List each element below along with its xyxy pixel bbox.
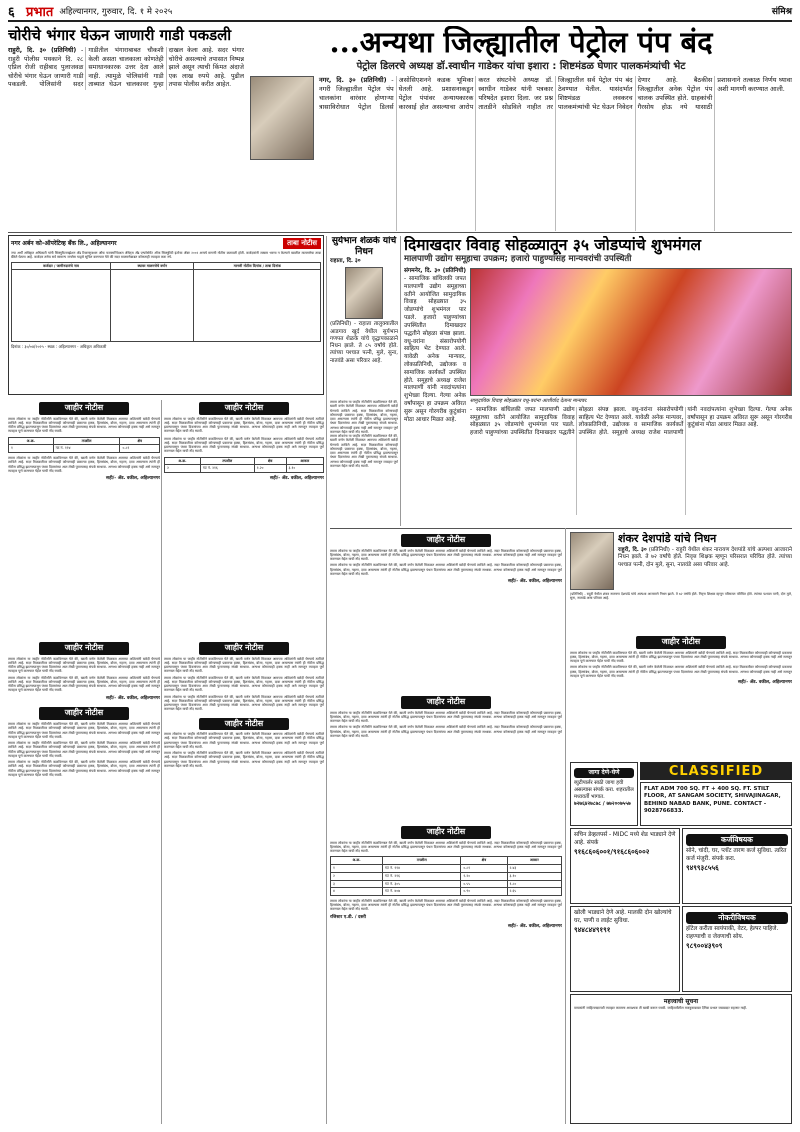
- cls-estate-phone: ९४९९३८५५६: [686, 863, 719, 872]
- cls-lease-phone: ९१६८६०६००१/९१६८६०६००२: [574, 847, 650, 856]
- obit-left: [330, 236, 398, 396]
- notice-left-3: [8, 640, 160, 1124]
- auction-th: आकार: [286, 457, 324, 465]
- auction-cell: गट नं. २१६: [383, 872, 461, 880]
- auction-cell: ४: [331, 888, 383, 896]
- auction-cell: १: [9, 445, 54, 453]
- notice-left-6-body-2: तमाम लोकांना या जाहीर नोटीसीने कळविण्यात येते की, खाली वर्णन केलेली मिळकत आमच्या अशिलांनी खरेदी घेण्याचे ठरविले आहे. सदर मिळकतीवर कोणाचाही कोणत्याही प्रकारचा हक्क, हितसंबंध, बोजा, गहाण, दावा असल्यास त्यांनी ही नोटीस प्रसिद्ध झाल्यापासून पंधरा दिवसांच्या आत लेखी पुराव्यासह संपर्क साधावा. अन्यथा कोणाचाही हक्क नाही असे समजून व्यवहार पूर्ण करण्यात येईल याची नोंद घ्यावी.: [164, 751, 324, 768]
- notice-left-6-body: तमाम लोकांना या जाहीर नोटीसीने कळविण्यात येते की, खाली वर्णन केलेली मिळकत आमच्या अशिलांनी खरेदी घेण्याचे ठरविले आहे. सदर मिळकतीवर कोणाचाही कोणत्याही प्रकारचा हक्क, हितसंबंध, बोजा, गहाण, दावा असल्यास त्यांनी ही नोटीस प्रसिद्ध झाल्यापासून पंधरा दिवसांच्या आत लेखी पुराव्यासह संपर्क साधावा. अन्यथा कोणाचाही हक्क नाही असे समजून व्यवहार पूर्ण करण्यात येईल याची नोंद घ्यावी.: [164, 732, 324, 749]
- auction-th-3: क्षेत्र: [120, 437, 160, 445]
- notice-center-3-body-2: तमाम लोकांना या जाहीर नोटीसीने कळविण्यात येते की, खाली वर्णन केलेली मिळकत आमच्या अशिलांनी खरेदी घेण्याचे ठरविले आहे. सदर मिळकतीवर कोणाचाही कोणत्याही प्रकारचा हक्क, हितसंबंध, बोजा, गहाण, दावा असल्यास त्यांनी ही नोटीस प्रसिद्ध झाल्यापासून पंधरा दिवसांच्या आत लेखी पुराव्यासह संपर्क साधावा. अन्यथा कोणाचाही हक्क नाही असे समजून व्यवहार पूर्ण करण्यात येईल याची नोंद घ्यावी.: [330, 898, 562, 912]
- story-petrol-subhead: पेट्रोल डिलरचे अध्यक्ष डॉ.स्वाधीन गाडेकर यांचा इशारा : शिष्टमंडळ घेणार पालकमंत्र्यांची भेट: [356, 61, 686, 72]
- notice-left-4-body-2: तमाम लोकांना या जाहीर नोटीसीने कळविण्यात येते की, खाली वर्णन केलेली मिळकत आमच्या अशिलांनी खरेदी घेण्याचे ठरविले आहे. सदर मिळकतीवर कोणाचाही कोणत्याही प्रकारचा हक्क, हितसंबंध, बोजा, गहाण, दावा असल्यास त्यांनी ही नोटीस प्रसिद्ध झाल्यापासून पंधरा दिवसांच्या आत लेखी पुराव्यासह संपर्क साधावा. अन्यथा कोणाचाही हक्क नाही असे समजून व्यवहार पूर्ण करण्यात येईल याची नोंद घ्यावी.: [8, 741, 160, 758]
- notice-left-1-sign: सही/- ॲड. वकील, अहिल्यानगर: [106, 476, 160, 482]
- cls-job-title: नोकरीविषयक: [686, 912, 788, 924]
- notice-left-4-title: जाहीर नोटीस: [39, 707, 129, 720]
- auction-cell: गट नं. २१६: [200, 465, 254, 473]
- story-petrol-body: - नगरी जिल्ह्यातील पेट्रोल पंप चालकांना वारंवार होणाऱ्या त्रासाविरोधात पेट्रोल डिलर्स असोसिएशनने कडक भूमिका घेतली आहे. प्रशासनाकडून पेट्रोल पंपांवर अन्यायकारक कारवाई होत असल्याचा आरोप करत संघटनेचे अध्यक्ष डॉ. स्वाधीन गाडेकर यांनी पत्रकार परिषदेत इशारा दिला. जर प्रश्न तातडीने सोडविले नाहीत तर जिल्ह्यातील सर्व पेट्रोल पंप बंद ठेवण्यात येतील. यासंदर्भात शिष्टमंडळ लवकरच पालकमंत्र्यांची भेट घेऊन निवेदन देणार आहे. बैठकीस जिल्ह्यातील अनेक पेट्रोल पंप चालक उपस्थित होते. ग्राहकांची गैरसोय होऊ नये यासाठी प्रशासनाने तत्काळ निर्णय घ्यावा अशी मागणी करण्यात आली.: [319, 76, 792, 112]
- notice-right-1: [570, 634, 792, 758]
- auction-cell: २.६५: [507, 888, 561, 896]
- notice-left-2-title: जाहीर नोटीस: [199, 402, 289, 415]
- auction-th: क्षेत्र: [461, 857, 507, 865]
- cls-job-ad: [682, 906, 792, 992]
- story-wedding-body: - सामाजिक बांधिलकी जपत मालपाणी उद्योग समूहाच्या वतीने आयोजित सामुदायिक विवाह सोहळ्यात ३५ जोडप्यांचे शुभमंगल पार पडले. हजारो पाहुण्यांच्या उपस्थितीत दिमाखदार पद्धतीने सोहळा संपन्न झाला. वधू-वरांना संसारोपयोगी साहित्य भेट देण्यात आले. यावेळी अनेक मान्यवर, लोकप्रतिनिधी, उद्योजक व सामाजिक कार्यकर्ते उपस्थित होते. समूहाचे अध्यक्ष राजेश मालपाणी यांनी नवदांपत्यांना शुभेच्छा दिल्या. गेल्या अनेक वर्षांपासून हा उपक्रम अविरत सुरू असून गोरगरीब कुटुंबांना मोठा आधार मिळत आहे.: [404, 276, 466, 423]
- notice-center-2-body-2: तमाम लोकांना या जाहीर नोटीसीने कळविण्यात येते की, खाली वर्णन केलेली मिळकत आमच्या अशिलांनी खरेदी घेण्याचे ठरविले आहे. सदर मिळकतीवर कोणाचाही कोणत्याही प्रकारचा हक्क, हितसंबंध, बोजा, गहाण, दावा असल्यास त्यांनी ही नोटीस प्रसिद्ध झाल्यापासून पंधरा दिवसांच्या आत लेखी पुराव्यासह संपर्क साधावा. अन्यथा कोणाचाही हक्क नाही असे समजून व्यवहार पूर्ण करण्यात येईल याची नोंद घ्यावी.: [330, 725, 562, 738]
- notice-bank-col-b: स्थावर मालमत्तेचे वर्णन: [110, 262, 194, 270]
- auction-th: तपशील: [383, 857, 461, 865]
- notice-left-1-body-2: तमाम लोकांना या जाहीर नोटीसीने कळविण्यात येते की, खाली वर्णन केलेली मिळकत आमच्या अशिलांनी खरेदी घेण्याचे ठरविले आहे. सदर मिळकतीवर कोणाचाही कोणत्याही प्रकारचा हक्क, हितसंबंध, बोजा, गहाण, दावा असल्यास त्यांनी ही नोटीस प्रसिद्ध झाल्यापासून पंधरा दिवसांच्या आत लेखी पुराव्यासह संपर्क साधावा. अन्यथा कोणाचाही हक्क नाही असे समजून व्यवहार पूर्ण करण्यात येईल याची नोंद घ्यावी.: [8, 456, 160, 473]
- story-truck: [8, 26, 244, 226]
- petrol-photo: [250, 76, 314, 160]
- cls-land-ad: [570, 762, 638, 826]
- notice-left-1-body: तमाम लोकांना या जाहीर नोटीसीने कळविण्यात येते की, खाली वर्णन केलेली मिळकत आमच्या अशिलांनी खरेदी घेण्याचे ठरविले आहे. सदर मिळकतीवर कोणाचाही कोणत्याही प्रकारचा हक्क, हितसंबंध, बोजा, गहाण, दावा असल्यास त्यांनी ही नोटीस प्रसिद्ध झाल्यापासून पंधरा दिवसांच्या आत लेखी पुराव्यासह संपर्क साधावा. अन्यथा कोणाचाही हक्क नाही असे समजून व्यवहार पूर्ण करण्यात येईल याची नोंद घ्यावी.: [8, 416, 160, 434]
- notice-left-3-body: तमाम लोकांना या जाहीर नोटीसीने कळविण्यात येते की, खाली वर्णन केलेली मिळकत आमच्या अशिलांनी खरेदी घेण्याचे ठरविले आहे. सदर मिळकतीवर कोणाचाही कोणत्याही प्रकारचा हक्क, हितसंबंध, बोजा, गहाण, दावा असल्यास त्यांनी ही नोटीस प्रसिद्ध झाल्यापासून पंधरा दिवसांच्या आत लेखी पुराव्यासह संपर्क साधावा. अन्यथा कोणाचाही हक्क नाही असे समजून व्यवहार पूर्ण करण्यात येईल याची नोंद घ्यावी.: [8, 656, 160, 674]
- classified-disclaimer-body: वाचकांनी जाहिरातदारांशी व्यवहार करताना आवश्यक ती खात्री करून घ्यावी. जाहिरातीतील मजकुराबाबत दैनिक प्रभात जबाबदार राहणार नाही.: [574, 1005, 748, 1010]
- auction-th-2: तपशील: [53, 437, 120, 445]
- obit-left-headline: सुर्यभान शेळके यांचे निधन: [331, 236, 397, 257]
- auction-cell: गट नं. ३०५: [383, 880, 461, 888]
- notice-left-5: [164, 640, 324, 1124]
- notice-bank-org: नगर अर्बन को-ऑपरेटिव्ह बँक लि., अहिल्यानगर: [11, 239, 117, 247]
- notice-right-1-body: तमाम लोकांना या जाहीर नोटीसीने कळविण्यात येते की, खाली वर्णन केलेली मिळकत आमच्या अशिलांनी खरेदी घेण्याचे ठरविले आहे. सदर मिळकतीवर कोणाचाही कोणत्याही प्रकारचा हक्क, हितसंबंध, बोजा, गहाण, दावा असल्यास त्यांनी ही नोटीस प्रसिद्ध झाल्यापासून पंधरा दिवसांच्या आत लेखी पुराव्यासह संपर्क साधावा. अन्यथा कोणाचाही हक्क नाही असे समजून व्यवहार पूर्ण करण्यात येईल याची नोंद घ्यावी.: [570, 650, 792, 664]
- cls-land-phone: ७२७६४२७८७८ / ७७२००७५५७: [574, 801, 631, 808]
- classified-disclaimer: [570, 994, 792, 1124]
- notice-center-1-title: जाहीर नोटीस: [401, 534, 491, 547]
- cls-flat-ad: [640, 782, 792, 826]
- notice-center-1-sign: सही/- ॲड. वकील, अहिल्यानगर: [508, 579, 562, 585]
- auction-cell: ३.१०: [286, 465, 324, 473]
- auction-cell: गट नं. ११४: [383, 865, 461, 873]
- wedding-photo: [470, 268, 792, 396]
- notice-left-5-body-3: तमाम लोकांना या जाहीर नोटीसीने कळविण्यात येते की, खाली वर्णन केलेली मिळकत आमच्या अशिलांनी खरेदी घेण्याचे ठरविले आहे. सदर मिळकतीवर कोणाचाही कोणत्याही प्रकारचा हक्क, हितसंबंध, बोजा, गहाण, दावा असल्यास त्यांनी ही नोटीस प्रसिद्ध झाल्यापासून पंधरा दिवसांच्या आत लेखी पुराव्यासह संपर्क साधावा. अन्यथा कोणाचाही हक्क नाही असे समजून व्यवहार पूर्ण करण्यात येईल याची नोंद घ्यावी.: [164, 694, 324, 712]
- notice-bank-col-c: मागणी नोटीस दिनांक / ताबा दिनांक: [194, 262, 321, 270]
- notice-right-1-title: जाहीर नोटीस: [636, 636, 726, 649]
- notice-center-1-body-2: तमाम लोकांना या जाहीर नोटीसीने कळविण्यात येते की, खाली वर्णन केलेली मिळकत आमच्या अशिलांनी खरेदी घेण्याचे ठरविले आहे. सदर मिळकतीवर कोणाचाही कोणत्याही प्रकारचा हक्क, हितसंबंध, बोजा, गहाण, दावा असल्यास त्यांनी ही नोटीस प्रसिद्ध झाल्यापासून पंधरा दिवसांच्या आत लेखी पुराव्यासह संपर्क साधावा. अन्यथा कोणाचाही हक्क नाही असे समजून व्यवहार पूर्ण करण्यात येईल याची नोंद घ्यावी.: [330, 563, 562, 576]
- auction-cell: १: [331, 865, 383, 873]
- notice-mid-1: [330, 400, 398, 524]
- auction-th: अ.क्र.: [165, 457, 201, 465]
- notice-left-3-body-2: तमाम लोकांना या जाहीर नोटीसीने कळविण्यात येते की, खाली वर्णन केलेली मिळकत आमच्या अशिलांनी खरेदी घेण्याचे ठरविले आहे. सदर मिळकतीवर कोणाचाही कोणत्याही प्रकारचा हक्क, हितसंबंध, बोजा, गहाण, दावा असल्यास त्यांनी ही नोटीस प्रसिद्ध झाल्यापासून पंधरा दिवसांच्या आत लेखी पुराव्यासह संपर्क साधावा. अन्यथा कोणाचाही हक्क नाही असे समजून व्यवहार पूर्ण करण्यात येईल याची नोंद घ्यावी.: [8, 675, 160, 693]
- story-truck-body: - राहुरी पोलीस पथकाने दि. २८ एप्रिल रोजी राहीबाद पुलाजवळ चोरीचे भंगार घेऊन जाणारी गाडी पकडली. पोलिसांनी सदर गाडीतील भंगाराबाबत चौकशी केली असता चालकाला कोणतेही समाधानकारक उत्तर देता आले नाही. त्यामुळे पोलिसांनी गाडी ताब्यात घेऊन चालकावर गुन्हा दाखल केला आहे. सदर भंगार चोरीचे असल्याचे तपासात निष्पन्न झाले असून त्याची किंमत अंदाजे एक लाख रुपये आहे. पुढील तपास पोलीस करीत आहेत.: [8, 47, 244, 88]
- notice-left-6-title: जाहीर नोटीस: [199, 718, 289, 731]
- auction-cell: २: [331, 872, 383, 880]
- obit-left-dateline: राहाता, दि. ३०: [330, 258, 361, 264]
- cls-lease-body: सचिन डेव्हलपर्स - MIDC मध्ये शेड भाड्याने देणे आहे. संपर्क: [574, 832, 676, 846]
- auction-table: [330, 856, 562, 896]
- notice-center-2-body: तमाम लोकांना या जाहीर नोटीसीने कळविण्यात येते की, खाली वर्णन केलेली मिळकत आमच्या अशिलांनी खरेदी घेण्याचे ठरविले आहे. सदर मिळकतीवर कोणाचाही कोणत्याही प्रकारचा हक्क, हितसंबंध, बोजा, गहाण, दावा असल्यास त्यांनी ही नोटीस प्रसिद्ध झाल्यापासून पंधरा दिवसांच्या आत लेखी पुराव्यासह संपर्क साधावा. अन्यथा कोणाचाही हक्क नाही असे समजून व्यवहार पूर्ण करण्यात येईल याची नोंद घ्यावी.: [330, 710, 562, 724]
- story-wedding-headline: दिमाखदार विवाह सोहळ्यातून ३५ जोडप्यांचे शुभमंगल: [404, 236, 701, 254]
- notice-left-1-title: जाहीर नोटीस: [39, 402, 129, 415]
- notice-left-2-body: तमाम लोकांना या जाहीर नोटीसीने कळविण्यात येते की, खाली वर्णन केलेली मिळकत आमच्या अशिलांनी खरेदी घेण्याचे ठरविले आहे. सदर मिळकतीवर कोणाचाही कोणत्याही प्रकारचा हक्क, हितसंबंध, बोजा, गहाण, दावा असल्यास त्यांनी ही नोटीस प्रसिद्ध झाल्यापासून पंधरा दिवसांच्या आत लेखी पुराव्यासह संपर्क साधावा. अन्यथा कोणाचाही हक्क नाही असे समजून व्यवहार पूर्ण करण्यात येईल याची नोंद घ्यावी.: [164, 416, 324, 434]
- story-truck-headline: चोरीचे भंगार घेऊन जाणारी गाडी पकडली: [8, 26, 232, 44]
- notice-center-1: [330, 532, 562, 692]
- story-wedding-body-cont: - सामाजिक बांधिलकी जपत मालपाणी उद्योग समूहाच्या वतीने आयोजित सामुदायिक विवाह सोहळ्यात ३५ जोडप्यांचे शुभमंगल पार पडले. हजारो पाहुण्यांच्या उपस्थितीत दिमाखदार पद्धतीने सोहळा संपन्न झाला. वधू-वरांना संसारोपयोगी साहित्य भेट देण्यात आले. यावेळी अनेक मान्यवर, लोकप्रतिनिधी, उद्योजक व सामाजिक कार्यकर्ते उपस्थित होते. समूहाचे अध्यक्ष राजेश मालपाणी यांनी नवदांपत्यांना शुभेच्छा दिल्या. गेल्या अनेक वर्षांपासून हा उपक्रम अविरत सुरू असून गोरगरीब कुटुंबांना मोठा आधार मिळत आहे.: [470, 406, 792, 437]
- notice-left-1: [8, 400, 160, 636]
- cls-estate-body: सोने, चांदी, घर, प्लॉट तारण कर्ज सुविधा. त्वरित कर्ज मंजुरी. संपर्क करा.: [686, 848, 787, 862]
- notice-bank-footer: दिनांक : ३०/०४/२०२५ · स्थळ : अहिल्यानगर · अधिकृत अधिकारी: [11, 344, 107, 350]
- auction-cell: गट नं. ४०७: [383, 888, 461, 896]
- section-label: संमिश्र: [771, 7, 792, 18]
- auction-cell: १.२०: [461, 872, 507, 880]
- classified-heading: CLASSIFIED: [640, 762, 792, 780]
- auction-cell: २.४३: [507, 865, 561, 873]
- notice-left-3-sign: सही/- ॲड. वकील, अहिल्यानगर: [106, 695, 160, 701]
- obit-right-headline: शंकर देशपांडे यांचे निधन: [618, 532, 717, 545]
- brand-logo: प्रभात: [26, 5, 54, 21]
- notice-bank-possession: [8, 235, 324, 395]
- notice-mid-1-body-2: तमाम लोकांना या जाहीर नोटीसीने कळविण्यात येते की, खाली वर्णन केलेली मिळकत आमच्या अशिलांनी खरेदी घेण्याचे ठरविले आहे. सदर मिळकतीवर कोणाचाही कोणत्याही प्रकारचा हक्क, हितसंबंध, बोजा, गहाण, दावा असल्यास त्यांनी ही नोटीस प्रसिद्ध झाल्यापासून पंधरा दिवसांच्या आत लेखी पुराव्यासह संपर्क साधावा. अन्यथा कोणाचाही हक्क नाही असे समजून व्यवहार पूर्ण करण्यात येईल याची नोंद घ्यावी.: [330, 434, 398, 468]
- classified-header: [640, 762, 792, 780]
- cls-rent-body: खोली भाड्याने देणे आहे. मालकी दोन खोल्यांचे घर, पाणी व लाईट सुविधा.: [574, 910, 672, 924]
- story-petrol: [250, 26, 792, 231]
- auction-cell: गट नं. ११४: [53, 445, 120, 453]
- notice-bank-col-a: कर्जदार / जामीनदारांचे नाव: [12, 262, 111, 270]
- story-truck-dateline: राहुरी, दि. ३० (प्रतिनिधी): [8, 47, 77, 54]
- cls-estate-title: कर्जविषयक: [686, 834, 788, 846]
- notice-mid-1-body: तमाम लोकांना या जाहीर नोटीसीने कळविण्यात येते की, खाली वर्णन केलेली मिळकत आमच्या अशिलांनी खरेदी घेण्याचे ठरविले आहे. सदर मिळकतीवर कोणाचाही कोणत्याही प्रकारचा हक्क, हितसंबंध, बोजा, गहाण, दावा असल्यास त्यांनी ही नोटीस प्रसिद्ध झाल्यापासून पंधरा दिवसांच्या आत लेखी पुराव्यासह संपर्क साधावा. अन्यथा कोणाचाही हक्क नाही असे समजून व्यवहार पूर्ण करण्यात येईल याची नोंद घ्यावी.: [330, 400, 398, 434]
- notice-bank-body: ज्या अर्थी अधिकृत अधिकारी यांनी सिक्युरिटायझेशन अँड रिकन्स्ट्रक्शन ऑफ फायनान्शिअल ॲसेट्स अँड एन्फोर्समेंट ऑफ सिक्युरिटी इंटरेस्ट ॲक्ट २००२ अन्वये मागणी नोटीस बजावली होती. कर्जदारांनी रक्कम भरणा न केल्याने खालील मालमत्तेचा ताबा बँकेने घेतला आहे. कर्जदार तसेच सर्व सामान्य जनतेस याद्वारे सूचित करण्यात येते की सदर मालमत्तेबाबत कोणताही व्यवहार करू नये.: [11, 251, 321, 260]
- notice-center-3-sign: सही/- ॲड. वकील, अहिल्यानगर: [508, 923, 562, 929]
- notice-right-1-sign: सही/- ॲड. वकील, अहिल्यानगर: [738, 680, 792, 686]
- notice-center-3-title: जाहीर नोटीस: [401, 826, 491, 839]
- obit-left-photo: [345, 267, 383, 319]
- auction-th-1: अ.क्र.: [9, 437, 54, 445]
- notice-right-1-body-2: तमाम लोकांना या जाहीर नोटीसीने कळविण्यात येते की, खाली वर्णन केलेली मिळकत आमच्या अशिलांनी खरेदी घेण्याचे ठरविले आहे. सदर मिळकतीवर कोणाचाही कोणत्याही प्रकारचा हक्क, हितसंबंध, बोजा, गहाण, दावा असल्यास त्यांनी ही नोटीस प्रसिद्ध झाल्यापासून पंधरा दिवसांच्या आत लेखी पुराव्यासह संपर्क साधावा. अन्यथा कोणाचाही हक्क नाही असे समजून व्यवहार पूर्ण करण्यात येईल याची नोंद घ्यावी.: [570, 665, 792, 678]
- auction-cell: ३.१०: [507, 872, 561, 880]
- notice-left-5-body-2: तमाम लोकांना या जाहीर नोटीसीने कळविण्यात येते की, खाली वर्णन केलेली मिळकत आमच्या अशिलांनी खरेदी घेण्याचे ठरविले आहे. सदर मिळकतीवर कोणाचाही कोणत्याही प्रकारचा हक्क, हितसंबंध, बोजा, गहाण, दावा असल्यास त्यांनी ही नोटीस प्रसिद्ध झाल्यापासून पंधरा दिवसांच्या आत लेखी पुराव्यासह संपर्क साधावा. अन्यथा कोणाचाही हक्क नाही असे समजून व्यवहार पूर्ण करण्यात येईल याची नोंद घ्यावी.: [164, 675, 324, 693]
- story-wedding: [404, 236, 792, 526]
- notice-left-4-body: तमाम लोकांना या जाहीर नोटीसीने कळविण्यात येते की, खाली वर्णन केलेली मिळकत आमच्या अशिलांनी खरेदी घेण्याचे ठरविले आहे. सदर मिळकतीवर कोणाचाही कोणत्याही प्रकारचा हक्क, हितसंबंध, बोजा, गहाण, दावा असल्यास त्यांनी ही नोटीस प्रसिद्ध झाल्यापासून पंधरा दिवसांच्या आत लेखी पुराव्यासह संपर्क साधावा. अन्यथा कोणाचाही हक्क नाही असे समजून व्यवहार पूर्ण करण्यात येईल याची नोंद घ्यावी.: [8, 722, 160, 739]
- page-number: ६: [8, 5, 15, 21]
- notice-left-4-body-3: तमाम लोकांना या जाहीर नोटीसीने कळविण्यात येते की, खाली वर्णन केलेली मिळकत आमच्या अशिलांनी खरेदी घेण्याचे ठरविले आहे. सदर मिळकतीवर कोणाचाही कोणत्याही प्रकारचा हक्क, हितसंबंध, बोजा, गहाण, दावा असल्यास त्यांनी ही नोटीस प्रसिद्ध झाल्यापासून पंधरा दिवसांच्या आत लेखी पुराव्यासह संपर्क साधावा. अन्यथा कोणाचाही हक्क नाही असे समजून व्यवहार पूर्ण करण्यात येईल याची नोंद घ्यावी.: [8, 760, 160, 777]
- notice-center-3-to: रजिस्टर ए.डी. / दस्ती: [330, 914, 366, 920]
- obit-right-dateline: राहुरी, दि. ३०: [618, 547, 647, 553]
- notice-left-2-body-2: तमाम लोकांना या जाहीर नोटीसीने कळविण्यात येते की, खाली वर्णन केलेली मिळकत आमच्या अशिलांनी खरेदी घेण्याचे ठरविले आहे. सदर मिळकतीवर कोणाचाही कोणत्याही प्रकारचा हक्क, हितसंबंध, बोजा, गहाण, दावा असल्यास त्यांनी ही नोटीस प्रसिद्ध झाल्यापासून पंधरा दिवसांच्या आत लेखी पुराव्यासह संपर्क साधावा. अन्यथा कोणाचाही हक्क नाही असे समजून व्यवहार पूर्ण करण्यात येईल याची नोंद घ्यावी.: [164, 436, 324, 454]
- story-petrol-headline: ...अन्यथा जिल्ह्यातील पेट्रोल पंप बंद: [329, 26, 713, 59]
- auction-th: तपशील: [200, 457, 254, 465]
- notice-center-2-title: जाहीर नोटीस: [401, 696, 491, 709]
- dateline: अहिल्यानगर, गुरुवार, दि. १ मे २०२५: [59, 7, 173, 18]
- obit-left-body: (प्रतिनिधी) - राहाता तालुक्यातील आडगाव खुर्द येथील सुर्यभान गणपत शेळके यांचे वृद्धापकाळाने निधन झाले. ते ८५ वर्षांचे होते. त्यांच्या पश्चात पत्नी, मुले, सुना, नातवंडे असा परिवार आहे.: [330, 321, 398, 364]
- cls-land-title: जागा देणे-घेणे: [574, 768, 634, 778]
- notice-left-5-title: जाहीर नोटीस: [199, 642, 289, 655]
- notice-left-5-body: तमाम लोकांना या जाहीर नोटीसीने कळविण्यात येते की, खाली वर्णन केलेली मिळकत आमच्या अशिलांनी खरेदी घेण्याचे ठरविले आहे. सदर मिळकतीवर कोणाचाही कोणत्याही प्रकारचा हक्क, हितसंबंध, बोजा, गहाण, दावा असल्यास त्यांनी ही नोटीस प्रसिद्ध झाल्यापासून पंधरा दिवसांच्या आत लेखी पुराव्यासह संपर्क साधावा. अन्यथा कोणाचाही हक्क नाही असे समजून व्यवहार पूर्ण करण्यात येईल याची नोंद घ्यावी.: [164, 656, 324, 674]
- auction-cell: ०.८१: [461, 865, 507, 873]
- obit-right-body: (प्रतिनिधी) - राहुरी येथील शंकर नारायण देशपांडे यांचे अल्पशा आजाराने निधन झाले. ते ७२ वर्षांचे होते. निवृत्त शिक्षक म्हणून परिसरात परिचित होते. त्यांच्या पश्चात पत्नी, दोन मुले, सुना, नातवंडे असा परिवार आहे.: [618, 547, 792, 568]
- notice-center-2: [330, 694, 562, 822]
- auction-cell: १.८०: [507, 880, 561, 888]
- cls-job-body: हॉटेल करीता स्वयंपाकी, वेटर, हेल्पर पाहिजे. राहण्याची व जेवणाची सोय.: [686, 926, 779, 940]
- notice-left-2: [164, 400, 324, 636]
- notice-left-3-title: जाहीर नोटीस: [39, 642, 129, 655]
- cls-lease-ad: [570, 828, 680, 904]
- cls-job-phone: ९८९००४३९०९: [686, 941, 723, 950]
- story-wedding-dateline: संगमनेर, दि. ३० (प्रतिनिधी): [404, 268, 466, 275]
- masthead: [8, 6, 792, 22]
- auction-cell: २: [165, 465, 201, 473]
- auction-cell: १.२०: [254, 465, 286, 473]
- story-petrol-dateline: नगर, दि. ३० (प्रतिनिधी): [319, 76, 387, 85]
- notice-center-1-body: तमाम लोकांना या जाहीर नोटीसीने कळविण्यात येते की, खाली वर्णन केलेली मिळकत आमच्या अशिलांनी खरेदी घेण्याचे ठरविले आहे. सदर मिळकतीवर कोणाचाही कोणत्याही प्रकारचा हक्क, हितसंबंध, बोजा, गहाण, दावा असल्यास त्यांनी ही नोटीस प्रसिद्ध झाल्यापासून पंधरा दिवसांच्या आत लेखी पुराव्यासह संपर्क साधावा. अन्यथा कोणाचाही हक्क नाही असे समजून व्यवहार पूर्ण करण्यात येईल याची नोंद घ्यावी.: [330, 548, 562, 562]
- classified-disclaimer-title: महत्त्वाची सूचना: [663, 998, 699, 1005]
- notice-bank-badge: ताबा नोटीस: [283, 238, 321, 249]
- cls-flat-body: FLAT ADM 700 SQ. FT + 400 SQ. FT. STILT FLOOR, AT SANGAM SOCIETY, SHIVAJINAGAR, BEHIND NABAD BANK, PUNE. CONTACT - 9028766833.: [644, 786, 781, 814]
- auction-th: क्षेत्र: [254, 457, 286, 465]
- auction-cell: ०.९०: [461, 888, 507, 896]
- obit-right-photo: [570, 532, 614, 590]
- cls-rent-phone: ९४४८४४९१९१: [574, 925, 611, 934]
- obit-right-body-2: (प्रतिनिधी) - राहुरी येथील शंकर नारायण देशपांडे यांचे अल्पशा आजाराने निधन झाले. ते ७२ वर्षांचे होते. निवृत्त शिक्षक म्हणून परिसरात परिचित होते. त्यांच्या पश्चात पत्नी, दोन मुले, सुना, नातवंडे असा परिवार आहे.: [570, 592, 792, 601]
- notice-center-3-body: तमाम लोकांना या जाहीर नोटीसीने कळविण्यात येते की, खाली वर्णन केलेली मिळकत आमच्या अशिलांनी खरेदी घेण्याचे ठरविले आहे. सदर मिळकतीवर कोणाचाही कोणत्याही प्रकारचा हक्क, हितसंबंध, बोजा, गहाण, दावा असल्यास त्यांनी ही नोटीस प्रसिद्ध झाल्यापासून पंधरा दिवसांच्या आत लेखी पुराव्यासह संपर्क साधावा. अन्यथा कोणाचाही हक्क नाही असे समजून व्यवहार पूर्ण करण्यात येईल याची नोंद घ्यावी.: [330, 840, 562, 854]
- auction-th: आकार: [507, 857, 561, 865]
- cls-rent-ad: [570, 906, 680, 992]
- auction-cell: ०.८१: [120, 445, 160, 453]
- auction-th: अ.क्र.: [331, 857, 383, 865]
- cls-land-body: ब्युटीपार्लर साठी जागा हवी असल्यास संपर्क करा. शहरातील मध्यवर्ती भागात.: [574, 780, 634, 801]
- notice-left-2-sign: सही/- ॲड. वकील, अहिल्यानगर: [270, 476, 324, 482]
- auction-cell: ०.५५: [461, 880, 507, 888]
- wedding-photo-caption: सामुदायिक विवाह सोहळ्यात वधू-वरांना आशीर्वाद देताना मान्यवर.: [470, 398, 588, 405]
- obit-right: [570, 532, 792, 632]
- story-wedding-subhead: मालपाणी उद्योग समूहाचा उपक्रम; हजारो पाहुण्यांसह मान्यवरांची उपस्थिती: [404, 254, 632, 264]
- cls-estate-ad: [682, 828, 792, 904]
- notice-center-3: [330, 824, 562, 1124]
- auction-cell: ३: [331, 880, 383, 888]
